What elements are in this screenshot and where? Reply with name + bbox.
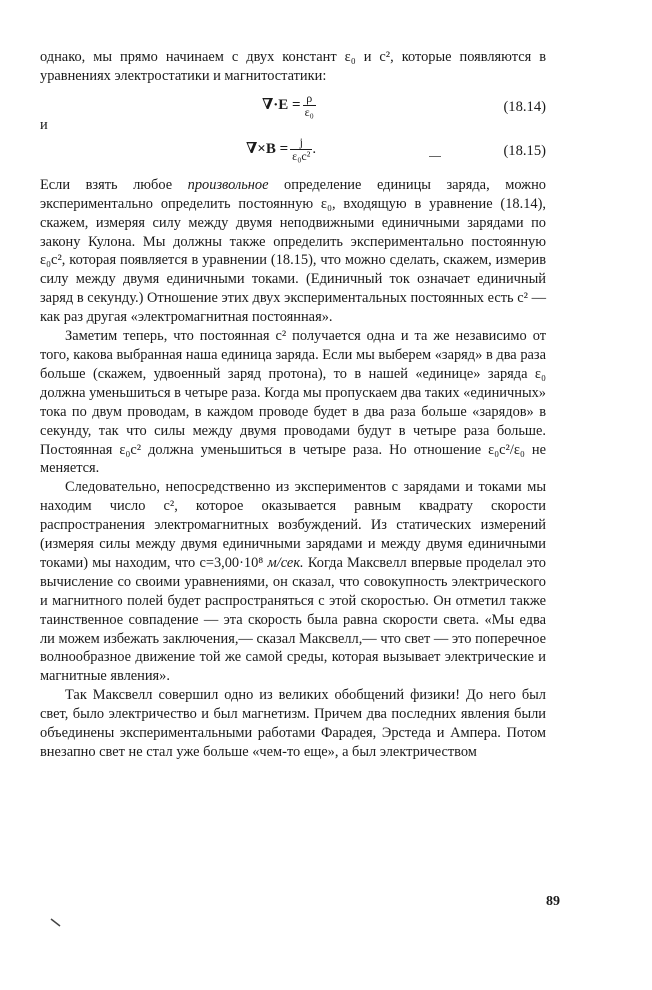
fraction-denominator: ε₀c² bbox=[292, 148, 311, 163]
emphasis: произвольное bbox=[187, 176, 269, 193]
text-column bbox=[40, 48, 546, 762]
fraction-numerator: ρ bbox=[306, 90, 313, 105]
equation-fraction bbox=[303, 92, 316, 119]
equation-18-15 bbox=[40, 134, 546, 176]
paragraph-intro: однако, мы прямо начинаем с двух констант ε₀ и c², которые появляются в уравнениях электростатики и магнитостатики: bbox=[40, 49, 546, 84]
equation-fraction bbox=[290, 136, 312, 163]
text-run: определение единицы заряда, можно экспериментально определить постоянную ε₀, входящую в уравнение (18.14), скажем, измеряя силу между двумя неподвижными единичными зарядами по закону Кулона. Мы должны также определить экспериментально постоянную ε₀c², которая появляется в уравнении (18.15), что можно сделать, скажем, измерив силу между двумя единичными токами. (Единичный ток означает единичный заряд в секунду.) Отношение этих двух экспериментальных постоянных есть c² — как раз другая «электромагнитная постоянная». bbox=[40, 176, 546, 326]
equation-body bbox=[262, 92, 316, 119]
conjunction: и bbox=[40, 116, 48, 133]
equation-number: (18.14) bbox=[503, 98, 546, 115]
page-number: 89 bbox=[546, 894, 560, 909]
equation-18-14 bbox=[40, 86, 546, 134]
equation-number: (18.15) bbox=[503, 142, 546, 159]
equation-lhs: ∇·E = bbox=[262, 96, 301, 113]
text-run: Если взять любое bbox=[40, 176, 188, 193]
paragraph-4: Так Максвелл совершил одно из великих обобщений физики! До него был свет, было электричество и был магнетизм. Причем два последних явления были объединены экспериментальными работами Фарадея, Эрстеда и Ампера. Потом внезапно свет не стал уже больше «чем-то еще», а был электричеством bbox=[40, 687, 546, 760]
fraction-denominator: ε₀ bbox=[304, 104, 314, 119]
stray-tick-mark bbox=[50, 918, 62, 930]
text-run: Следовательно, непосредственно из экспериментов с зарядами и токами мы находим число c², которое оказывается равным квадрату скорости распространения электромагнитных возбуждений. Из статических измерений (измеряя силы между двумя единичными зарядами и между двумя единичными токами) мы находим, что c=3,00·10⁸ bbox=[40, 479, 546, 571]
fraction-numerator: j bbox=[299, 134, 303, 149]
equation-body bbox=[246, 136, 316, 163]
stray-dash-mark bbox=[429, 156, 441, 157]
equation-lhs: ∇×B = bbox=[246, 140, 289, 157]
equation-period: . bbox=[312, 140, 317, 157]
paragraph-1 bbox=[40, 176, 546, 327]
text-run: Когда Максвелл впервые проделал это вычисление со своими уравнениями, он сказал, что совокупность электрического и магнитного полей будет распространяться с этой скоростью. Он отметил также таинственное совпадение — эта скорость была равна скорости света. «Мы едва ли можем избежать заключения,— сказал Максвелл,— что свет — это поперечное волнообразное движение той же самой среды, которая вызывает электрические и магнитные явления». bbox=[40, 554, 546, 685]
unit-emphasis: м/сек. bbox=[267, 554, 304, 571]
paragraph-3 bbox=[40, 478, 546, 686]
paragraph-2: Заметим теперь, что постоянная c² получается одна и та же независимо от того, какова выбранная наша единица заряда. Если мы выберем «заряд» в два раза больше (скажем, удвоенный заряд протона), то в нашей «единице» заряда ε₀ должна уменьшиться в четыре раза. Когда мы пропускаем два таких «единичных» тока по двум проводам, в каждом проводе будет в два раза больше «зарядов» в секунду, так что силы между двумя проводами будут в четыре раза больше. Постоянная ε₀c² должна уменьшиться в четыре раза. Но отношение ε₀c²/ε₀ не меняется. bbox=[40, 328, 546, 477]
